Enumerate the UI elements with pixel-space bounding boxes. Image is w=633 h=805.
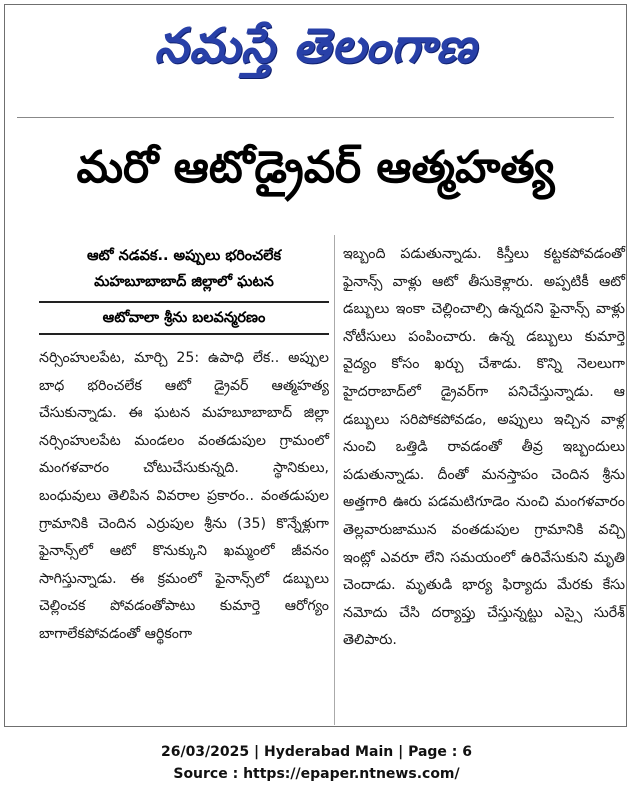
- article-body-left-column: [39, 345, 329, 649]
- article-body-right-column: [343, 241, 625, 655]
- article-headline: మరో ఆటోడ్రైవర్ ఆత్మహత్య: [76, 142, 555, 193]
- column-divider: [334, 235, 335, 725]
- publication-info: 26/03/2025 | Hyderabad Main | Page : 6: [160, 744, 473, 760]
- source-link[interactable]: Source : https://epaper.ntnews.com/: [173, 766, 460, 782]
- newspaper-masthead: నమస్తే తెలంగాణ: [154, 18, 477, 74]
- article-kicker: ఆటోవాలా శ్రీను బలవన్మరణం: [39, 301, 329, 335]
- article-paragraph-left: నర్సింహులపేట, మార్చి 25: ఉపాధి లేక.. అప్పుల బాధ భరించలేక ఆటో డ్రైవర్ ఆత్మహత్య చేసుకున్నాడు. ఈ ఘటన మహబూబాబాద్ జిల్లా నర్సింహులపేట మండలం వంతడుపుల గ్రామంలో మంగళవారం చోటుచేసుకున్నది. స్థానికులు, బంధువులు తెలిపిన వివరాల ప్రకారం.. వంతడుపుల గ్రామానికి చెందిన ఎర్రుపుల శ్రీను (35) కొన్నేళ్లుగా ఫైనాన్స్‌లో ఆటో కొనుక్కుని ఖమ్మంలో జీవనం సాగిస్తున్నాడు. ఈ క్రమంలో ఫైనాన్స్‌లో డబ్బులు చెల్లించక పోవడంతోపాటు కుమార్తె ఆరోగ్యం బాగాలేకపోవడంతో ఆర్థికంగా: [39, 350, 329, 642]
- clipping-frame: [4, 4, 627, 727]
- masthead-divider: [17, 117, 614, 118]
- article-subheadline: ఆటో నడవక.. అప్పులు భరించలేక మహబూబాబాద్ జిల్లాలో ఘటన: [86, 248, 282, 290]
- article-paragraph-right: ఇబ్బంది పడుతున్నాడు. కిస్తీలు కట్టకపోవడంతో ఫైనాన్స్ వాళ్లు ఆటో తీసుకెళ్లారు. అప్పటికీ ఆటో డబ్బులు ఇంకా చెల్లించాల్సి ఉన్నదని ఫైనాన్స్ వాళ్లు నోటీసులు పంపించారు. ఉన్న డబ్బులు కుమార్తె వైద్యం కోసం ఖర్చు చేశాడు. కొన్ని నెలలుగా హైదరాబాద్‌లో డ్రైవర్‌గా పనిచేస్తున్నాడు. ఆ డబ్బులు సరిపోకపోవడం, అప్పులు ఇచ్చిన వాళ్ల నుంచి ఒత్తిడి రావడంతో తీవ్ర ఇబ్బందులు పడుతున్నాడు. దీంతో మనస్తాపం చెందిన శ్రీను అత్తగారి ఊరు పడమటిగూడెం నుంచి మంగళవారం తెల్లవారుజామున వంతడుపుల గ్రామానికి వచ్చి ఇంట్లో ఎవరూ లేని సమయంలో ఉరివేసుకుని మృతి చెందాడు. మృతుడి భార్య ఫిర్యాదు మేరకు కేసు నమోదు చేసి దర్యాప్తు చేస్తున్నట్టు ఎస్సై సురేశ్ తెలిపారు.: [343, 246, 625, 649]
